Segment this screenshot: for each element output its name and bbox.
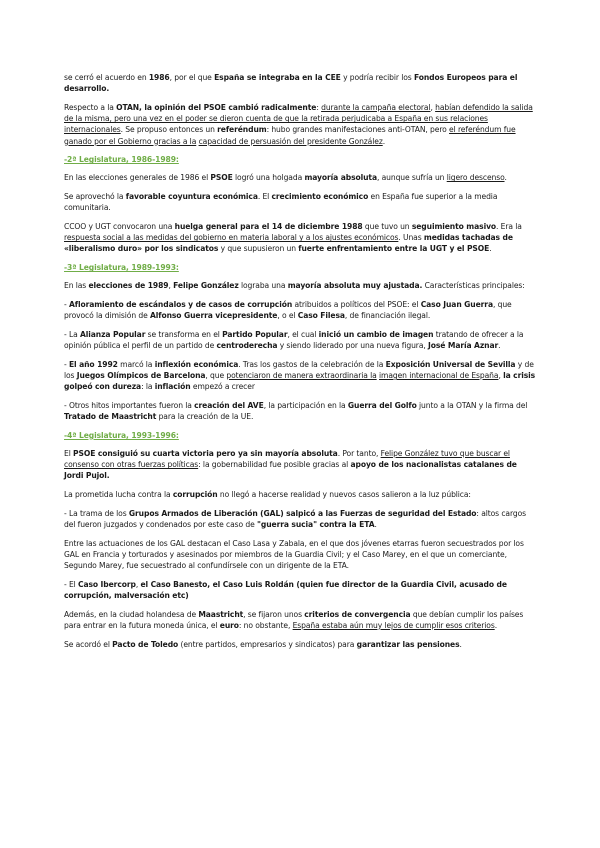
text: : la gobernabilidad fue posible gracias al [198, 460, 351, 470]
bold-text: mayoría absoluta muy ajustada. [287, 281, 423, 291]
text: - El [64, 579, 78, 589]
text: y podría recibir los [340, 73, 414, 82]
text: CCOO y UGT convocaron una [64, 222, 175, 232]
text: La prometida lucha contra la [64, 490, 173, 500]
text: - [64, 359, 69, 369]
text: El [64, 449, 74, 459]
bold-text: Maastricht [198, 609, 244, 619]
text: , [168, 281, 174, 291]
text: marcó la [117, 359, 155, 369]
paragraph-otan [64, 102, 536, 147]
bold-text: euro [219, 621, 239, 631]
text: - [64, 300, 69, 310]
text: . Tras los gastos de la celebración de la [238, 359, 386, 369]
paragraph-corruption-fight [64, 489, 536, 500]
bold-text: la crisis golpeó con dureza [64, 371, 536, 392]
underlined-text: respuesta social a las medidas del gobierno en materia laboral y a los ajustes económicos [64, 233, 399, 243]
underlined-text: el referéndum fue ganado por el Gobierno gracias a la [64, 125, 516, 146]
text: : altos cargos del fueron juzgados y condenados por este caso de [64, 508, 526, 530]
text: se transforma en el [145, 329, 223, 339]
text: atribuidos a políticos del PSOE: el [292, 300, 421, 310]
paragraph-maastricht [64, 609, 536, 631]
bold-text: inició un cambio de imagen [318, 329, 434, 339]
paragraph-pacto-toledo [64, 639, 536, 650]
text: y de los [64, 359, 534, 381]
text: : hubo grandes manifestaciones anti-OTAN, pero [266, 125, 450, 135]
underlined-text: ligero descenso [446, 173, 505, 183]
text: . [382, 136, 386, 146]
text: , el cual [287, 329, 319, 339]
bold-text: El año 1992 [68, 359, 118, 369]
text: , aunque sufría un [376, 173, 447, 183]
text: . [504, 173, 507, 183]
bold-text: Caso Filesa [297, 311, 345, 321]
text: en España fue superior a la media comunitaria. [64, 192, 498, 213]
bold-text: favorable coyuntura económica [125, 192, 258, 202]
bold-text: PSOE [210, 173, 233, 183]
text: . Unas [398, 233, 424, 243]
bold-text: creación del AVE [194, 400, 264, 410]
bold-text: huelga general para el 14 de diciembre 1988 [174, 222, 363, 232]
bold-text: garantizar las pensiones [356, 639, 460, 649]
underlined-text: España estaba aún muy lejos de cumplir esos criterios [292, 621, 495, 631]
bold-text: elecciones de 1989 [88, 281, 169, 291]
text: , se fijaron unos [243, 609, 305, 619]
text: . [489, 244, 492, 254]
text: , que provocó la dimisión de [64, 300, 512, 321]
text: : [316, 102, 322, 112]
text: , que [205, 371, 227, 381]
text: . Se propuso entonces un [120, 125, 218, 135]
text: que debían cumplir los países para entrar en la futura moneda única, el [64, 609, 524, 631]
bold-text: apoyo de los nacionalistas catalanes de Jordi Pujol. [64, 460, 517, 481]
bold-text: Grupos Armados de Liberación (GAL) salpicó a las Fuerzas de seguridad del Estado [128, 508, 477, 518]
text: . [459, 639, 462, 649]
paragraph-general-strike [64, 221, 536, 255]
text: . [498, 341, 501, 351]
text: lograba una [238, 281, 288, 291]
section-heading-2: -2ª Legislatura, 1986-1989: [64, 155, 179, 165]
text: , por el que [169, 73, 215, 82]
bold-text: Alfonso Guerra vicepresidente [149, 311, 278, 321]
text: , la participación en la [263, 400, 348, 410]
text: tratando de ofrecer a la opinión pública el perfil de un partido de [64, 329, 524, 351]
bold-text: Fondos Europeos para el desarrollo. [64, 73, 518, 94]
text: para la creación de la UE. [156, 412, 254, 422]
bold-text: Alianza Popular [79, 329, 146, 339]
text: : no obstante, [238, 621, 293, 631]
text: - La [64, 329, 80, 339]
bold-text: crecimiento económico [271, 192, 369, 202]
text: : la [141, 382, 155, 392]
text: , de financiación ilegal. [344, 311, 431, 321]
text: Características principales: [422, 281, 525, 291]
bullet-cases [64, 579, 536, 601]
text: Además, en la ciudad holandesa de [64, 609, 199, 619]
bold-text: el Caso Banesto, el Caso Luis Roldán (quien fue director de la Guardia Civil, acusado de corrupción, malversación etc) [64, 579, 507, 601]
bullet-gal [64, 508, 536, 530]
underlined-text: habían defendido la salida de la misma, pero una vez en el poder se dieron cuenta de que la retirada perjudicaba a España en sus relaciones internacionales [64, 102, 533, 135]
paragraph-fourth-victory [64, 448, 536, 482]
text: que tuvo un [362, 222, 412, 232]
underlined-text: capacidad de persuasión del presidente González [198, 136, 383, 146]
text: . Era la [496, 222, 522, 232]
bold-text: Afloramiento de escándalos y de casos de corrupción [68, 300, 293, 310]
text: . [494, 621, 498, 631]
underlined-text: Felipe González tuvo que buscar el consenso con otras fuerzas políticas [64, 449, 510, 470]
bold-text: Guerra del Golfo [347, 400, 417, 410]
bold-text: centroderecha [216, 341, 278, 351]
text: y que supusieron un [218, 244, 299, 254]
text: . Por tanto, [337, 449, 381, 459]
bold-text: Tratado de Maastricht [64, 412, 157, 422]
paragraph-economy [64, 191, 536, 213]
bold-text: inflación [154, 382, 191, 392]
text: . [374, 520, 377, 530]
bold-text: Caso Juan Guerra [420, 300, 493, 310]
paragraph-cee [64, 72, 536, 94]
bold-text: fuerte enfrentamiento entre la UGT y el PSOE [298, 244, 490, 254]
text: (entre partidos, empresarios y sindicatos) para [178, 639, 357, 649]
bold-text: "guerra sucia" contra la ETA [257, 520, 375, 530]
paragraph-elections-1989 [64, 280, 536, 291]
underlined-text: durante la campaña electoral [321, 102, 431, 112]
paragraph-gal-cases: Entre las actuaciones de los GAL destacan el Caso Lasa y Zabala, en el que dos jóvenes etarras fueron secuestrados por los GAL en Francia y torturados y asesinados por miembros de la Guardia Civil; y el Caso Marey, en el que un comerciante, Segundo Marey, fue secuestrado al confundírsele con un dirigente de la ETA. [64, 538, 524, 571]
bullet-other-milestones [64, 400, 536, 422]
bold-text: seguimiento masivo [411, 222, 497, 232]
paragraph-elections-1986 [64, 172, 536, 183]
text: junto a la OTAN y la firma del [416, 400, 528, 410]
text: empezó a crecer [190, 382, 255, 392]
text: . El [257, 192, 272, 202]
text: Se aprovechó la [64, 192, 126, 202]
text: En las elecciones generales de 1986 el [64, 173, 211, 183]
text: , [430, 102, 436, 112]
text: , o el [277, 311, 298, 321]
bold-text: Felipe González [173, 281, 239, 291]
section-heading-4: -4ª Legislatura, 1993-1996: [64, 430, 179, 440]
bullet-1992 [64, 359, 536, 393]
bold-text: Caso Ibercorp [77, 579, 136, 589]
bold-text: inflexión económica [154, 359, 239, 369]
bold-text: Juegos Olímpicos de Barcelona [76, 371, 206, 381]
bold-text: Partido Popular [222, 329, 288, 339]
underlined-text: imagen internacional de España [379, 371, 499, 381]
bold-text: mayoría absoluta [304, 173, 377, 183]
bold-text: PSOE consiguió su cuarta victoria pero ya sin mayoría absoluta [73, 449, 338, 459]
bold-text: referéndum [217, 125, 267, 135]
bold-text: 1986 [148, 73, 170, 82]
text: Respecto a la [64, 102, 117, 112]
bold-text: corrupción [172, 490, 218, 500]
bullet-partido-popular [64, 329, 536, 351]
bold-text: medidas tachadas de «liberalismo duro» por los sindicatos [64, 233, 513, 254]
underlined-text: potenciaron de manera extraordinaria la [226, 371, 377, 381]
text: se cerró el acuerdo en [64, 73, 149, 82]
bullet-corruption [64, 299, 536, 321]
bold-text: José María Aznar [428, 341, 499, 351]
text: - Otros hitos importantes fueron la [64, 400, 195, 410]
text: Se acordó el [64, 639, 113, 649]
text: , [135, 579, 141, 589]
text: En las [64, 281, 89, 291]
bold-text: Pacto de Toledo [112, 639, 179, 649]
bold-text: OTAN, la opinión del PSOE cambió radicalmente [116, 102, 317, 112]
bold-text: Exposición Universal de Sevilla [385, 359, 516, 369]
section-heading-3: -3ª Legislatura, 1989-1993: [64, 263, 179, 273]
text: no llegó a hacerse realidad y nuevos casos salieron a la luz pública: [217, 490, 471, 500]
text: logró una holgada [232, 173, 305, 183]
bold-text: España se integraba en la CEE [214, 73, 341, 82]
text: y siendo liderado por una nueva figura, [277, 341, 428, 351]
bold-text: criterios de convergencia [304, 609, 411, 619]
text: , [498, 371, 504, 381]
text: - La trama de los [64, 508, 129, 518]
